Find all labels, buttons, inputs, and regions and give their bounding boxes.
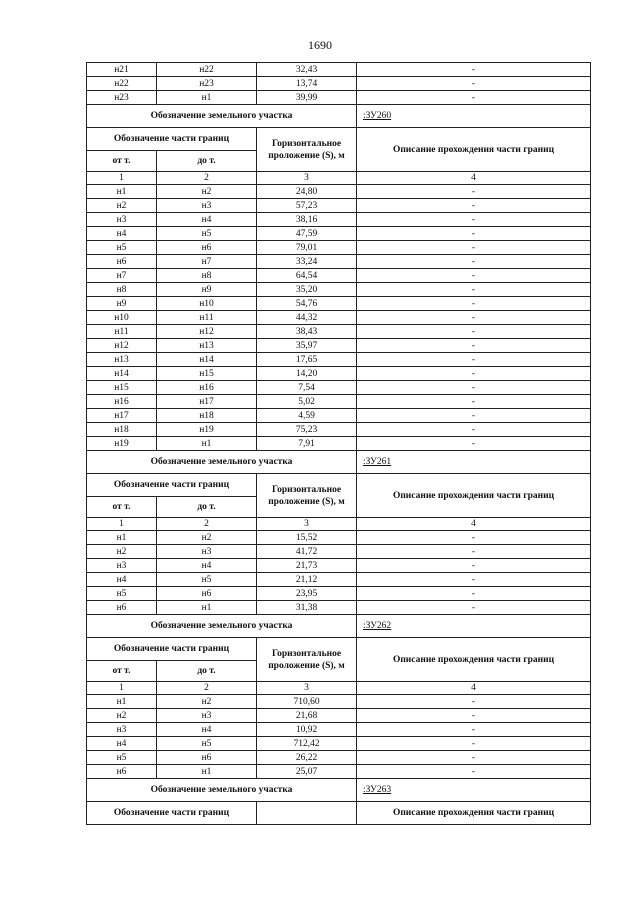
- description-value: -: [357, 325, 591, 339]
- to-point: н6: [157, 751, 257, 765]
- table-row: [87, 601, 591, 615]
- column-number: 4: [357, 172, 591, 185]
- to-point: н11: [157, 311, 257, 325]
- length-value: 32,43: [257, 63, 357, 77]
- to-point: н1: [157, 437, 257, 451]
- to-point: н4: [157, 213, 257, 227]
- from-point: н2: [87, 545, 157, 559]
- description-value: -: [357, 213, 591, 227]
- parcel-code: :ЗУ261: [357, 451, 591, 474]
- to-point: н23: [157, 77, 257, 91]
- length-value: 710,60: [257, 695, 357, 709]
- from-point: н3: [87, 213, 157, 227]
- table-row: [87, 737, 591, 751]
- to-point: н1: [157, 765, 257, 779]
- length-value: 26,22: [257, 751, 357, 765]
- from-point: н17: [87, 409, 157, 423]
- from-point: н6: [87, 255, 157, 269]
- description-header: Описание прохождения части границ: [357, 474, 591, 518]
- description-value: -: [357, 339, 591, 353]
- to-point: н8: [157, 269, 257, 283]
- description-value: -: [357, 381, 591, 395]
- from-point: н8: [87, 283, 157, 297]
- from-point: н5: [87, 241, 157, 255]
- to-point: н13: [157, 339, 257, 353]
- parcel-code: :ЗУ262: [357, 615, 591, 638]
- horizontal-header: Горизонтальное проложение (S), м: [257, 474, 357, 518]
- table-row: [87, 199, 591, 213]
- to-point: н6: [157, 241, 257, 255]
- column-number: 3: [257, 682, 357, 695]
- from-point: н6: [87, 601, 157, 615]
- table-row: [87, 241, 591, 255]
- description-value: -: [357, 367, 591, 381]
- description-value: -: [357, 409, 591, 423]
- description-value: -: [357, 601, 591, 615]
- table-row: [87, 91, 591, 105]
- length-value: 35,20: [257, 283, 357, 297]
- boundary-parts-header: Обозначение части границ: [87, 128, 257, 151]
- length-value: 25,07: [257, 765, 357, 779]
- to-point: н7: [157, 255, 257, 269]
- to-point: н6: [157, 587, 257, 601]
- from-point: н23: [87, 91, 157, 105]
- description-value: -: [357, 531, 591, 545]
- table-row: [87, 751, 591, 765]
- to-point: н5: [157, 573, 257, 587]
- table-row: [87, 339, 591, 353]
- from-point: н1: [87, 185, 157, 199]
- column-number: 3: [257, 518, 357, 531]
- description-value: -: [357, 63, 591, 77]
- description-value: -: [357, 241, 591, 255]
- to-point: н1: [157, 91, 257, 105]
- to-point: н16: [157, 381, 257, 395]
- column-number-row: [87, 682, 591, 695]
- description-value: -: [357, 185, 591, 199]
- table-row: [87, 695, 591, 709]
- length-value: 21,73: [257, 559, 357, 573]
- column-number-row: [87, 172, 591, 185]
- description-value: -: [357, 227, 591, 241]
- description-header: Описание прохождения части границ: [357, 638, 591, 682]
- table-row: [87, 437, 591, 451]
- table-row: [87, 269, 591, 283]
- to-point: н5: [157, 737, 257, 751]
- length-value: 14,20: [257, 367, 357, 381]
- horizontal-header: Горизонтальное проложение (S), м: [257, 128, 357, 172]
- from-point: н4: [87, 737, 157, 751]
- length-value: 79,01: [257, 241, 357, 255]
- to-header: до т.: [157, 661, 257, 682]
- length-value: 39,99: [257, 91, 357, 105]
- length-value: 23,95: [257, 587, 357, 601]
- table-row: [87, 283, 591, 297]
- parcel-code: :ЗУ260: [357, 105, 591, 128]
- table-row: [87, 77, 591, 91]
- parcel-title-label: Обозначение земельного участка: [87, 779, 357, 802]
- table-row: [87, 709, 591, 723]
- table-row: [87, 227, 591, 241]
- description-value: -: [357, 395, 591, 409]
- from-point: н5: [87, 751, 157, 765]
- to-point: н5: [157, 227, 257, 241]
- description-header: Описание прохождения части границ: [357, 128, 591, 172]
- table-row: [87, 297, 591, 311]
- length-value: 44,32: [257, 311, 357, 325]
- header-row: [87, 474, 591, 497]
- from-point: н21: [87, 63, 157, 77]
- from-point: н1: [87, 695, 157, 709]
- parcel-title-row: [87, 615, 591, 638]
- table-row: [87, 423, 591, 437]
- column-number: 4: [357, 682, 591, 695]
- table-row: [87, 587, 591, 601]
- length-value: 21,68: [257, 709, 357, 723]
- length-value: 47,59: [257, 227, 357, 241]
- length-value: 38,16: [257, 213, 357, 227]
- to-point: н3: [157, 709, 257, 723]
- table-row: [87, 381, 591, 395]
- from-point: н2: [87, 709, 157, 723]
- to-point: н22: [157, 63, 257, 77]
- to-point: н15: [157, 367, 257, 381]
- from-header: от т.: [87, 661, 157, 682]
- to-point: н3: [157, 199, 257, 213]
- table-row: [87, 255, 591, 269]
- parcel-title-row: [87, 779, 591, 802]
- from-point: н18: [87, 423, 157, 437]
- to-point: н17: [157, 395, 257, 409]
- from-header: от т.: [87, 497, 157, 518]
- from-header: от т.: [87, 151, 157, 172]
- table-row: [87, 531, 591, 545]
- description-value: -: [357, 283, 591, 297]
- length-value: 7,91: [257, 437, 357, 451]
- length-value: 15,52: [257, 531, 357, 545]
- column-number: 2: [157, 172, 257, 185]
- from-point: н7: [87, 269, 157, 283]
- length-value: 38,43: [257, 325, 357, 339]
- from-point: н3: [87, 559, 157, 573]
- from-point: н22: [87, 77, 157, 91]
- to-point: н2: [157, 185, 257, 199]
- from-point: н12: [87, 339, 157, 353]
- description-value: -: [357, 751, 591, 765]
- horizontal-header-empty: [257, 802, 357, 825]
- from-point: н6: [87, 765, 157, 779]
- table-row: [87, 353, 591, 367]
- description-value: -: [357, 737, 591, 751]
- to-point: н1: [157, 601, 257, 615]
- length-value: 64,54: [257, 269, 357, 283]
- table-row: [87, 765, 591, 779]
- from-point: н9: [87, 297, 157, 311]
- to-point: н2: [157, 531, 257, 545]
- to-header: до т.: [157, 151, 257, 172]
- description-value: -: [357, 297, 591, 311]
- column-number: 4: [357, 518, 591, 531]
- length-value: 17,65: [257, 353, 357, 367]
- from-point: н2: [87, 199, 157, 213]
- description-value: -: [357, 545, 591, 559]
- parcel-title-row: [87, 451, 591, 474]
- parcel-code: :ЗУ263: [357, 779, 591, 802]
- boundary-parts-header: Обозначение части границ: [87, 638, 257, 661]
- table-row: [87, 545, 591, 559]
- length-value: 5,02: [257, 395, 357, 409]
- from-point: н5: [87, 587, 157, 601]
- length-value: 13,74: [257, 77, 357, 91]
- description-header: Описание прохождения части границ: [357, 802, 591, 825]
- table-row: [87, 185, 591, 199]
- to-point: н12: [157, 325, 257, 339]
- description-value: -: [357, 77, 591, 91]
- length-value: 41,72: [257, 545, 357, 559]
- column-number-row: [87, 518, 591, 531]
- to-point: н3: [157, 545, 257, 559]
- from-point: н19: [87, 437, 157, 451]
- column-number: 1: [87, 682, 157, 695]
- description-value: -: [357, 559, 591, 573]
- length-value: 712,42: [257, 737, 357, 751]
- column-number: 1: [87, 172, 157, 185]
- from-point: н4: [87, 573, 157, 587]
- length-value: 4,59: [257, 409, 357, 423]
- table-row: [87, 409, 591, 423]
- to-header: до т.: [157, 497, 257, 518]
- description-value: -: [357, 311, 591, 325]
- description-value: -: [357, 573, 591, 587]
- to-point: н4: [157, 559, 257, 573]
- table-row: [87, 325, 591, 339]
- column-number: 2: [157, 518, 257, 531]
- header-row: [87, 128, 591, 151]
- table-row: [87, 395, 591, 409]
- boundary-table: [86, 62, 591, 825]
- column-number: 1: [87, 518, 157, 531]
- table-row: [87, 311, 591, 325]
- to-point: н14: [157, 353, 257, 367]
- boundary-parts-header: Обозначение части границ: [87, 802, 257, 825]
- from-point: н4: [87, 227, 157, 241]
- description-value: -: [357, 199, 591, 213]
- length-value: 10,92: [257, 723, 357, 737]
- column-number: 3: [257, 172, 357, 185]
- description-value: -: [357, 91, 591, 105]
- length-value: 54,76: [257, 297, 357, 311]
- to-point: н9: [157, 283, 257, 297]
- page-number: 1690: [308, 38, 332, 52]
- description-value: -: [357, 353, 591, 367]
- length-value: 7,54: [257, 381, 357, 395]
- from-point: н13: [87, 353, 157, 367]
- from-point: н11: [87, 325, 157, 339]
- description-value: -: [357, 709, 591, 723]
- parcel-title-label: Обозначение земельного участка: [87, 451, 357, 474]
- from-point: н16: [87, 395, 157, 409]
- description-value: -: [357, 695, 591, 709]
- length-value: 24,80: [257, 185, 357, 199]
- parcel-title-label: Обозначение земельного участка: [87, 105, 357, 128]
- table-row: [87, 213, 591, 227]
- parcel-title-row: [87, 105, 591, 128]
- from-point: н10: [87, 311, 157, 325]
- length-value: 35,97: [257, 339, 357, 353]
- table-row: [87, 723, 591, 737]
- from-point: н14: [87, 367, 157, 381]
- to-point: н19: [157, 423, 257, 437]
- description-value: -: [357, 723, 591, 737]
- boundary-parts-header: Обозначение части границ: [87, 474, 257, 497]
- description-value: -: [357, 255, 591, 269]
- parcel-title-label: Обозначение земельного участка: [87, 615, 357, 638]
- table-row: [87, 559, 591, 573]
- from-point: н15: [87, 381, 157, 395]
- length-value: 33,24: [257, 255, 357, 269]
- header-row: [87, 638, 591, 661]
- description-value: -: [357, 587, 591, 601]
- header-row: [87, 802, 591, 825]
- description-value: -: [357, 765, 591, 779]
- description-value: -: [357, 269, 591, 283]
- to-point: н2: [157, 695, 257, 709]
- length-value: 31,38: [257, 601, 357, 615]
- length-value: 21,12: [257, 573, 357, 587]
- length-value: 75,23: [257, 423, 357, 437]
- to-point: н4: [157, 723, 257, 737]
- table-row: [87, 63, 591, 77]
- to-point: н18: [157, 409, 257, 423]
- table-row: [87, 367, 591, 381]
- horizontal-header: Горизонтальное проложение (S), м: [257, 638, 357, 682]
- description-value: -: [357, 437, 591, 451]
- to-point: н10: [157, 297, 257, 311]
- from-point: н3: [87, 723, 157, 737]
- table-row: [87, 573, 591, 587]
- from-point: н1: [87, 531, 157, 545]
- length-value: 57,23: [257, 199, 357, 213]
- column-number: 2: [157, 682, 257, 695]
- description-value: -: [357, 423, 591, 437]
